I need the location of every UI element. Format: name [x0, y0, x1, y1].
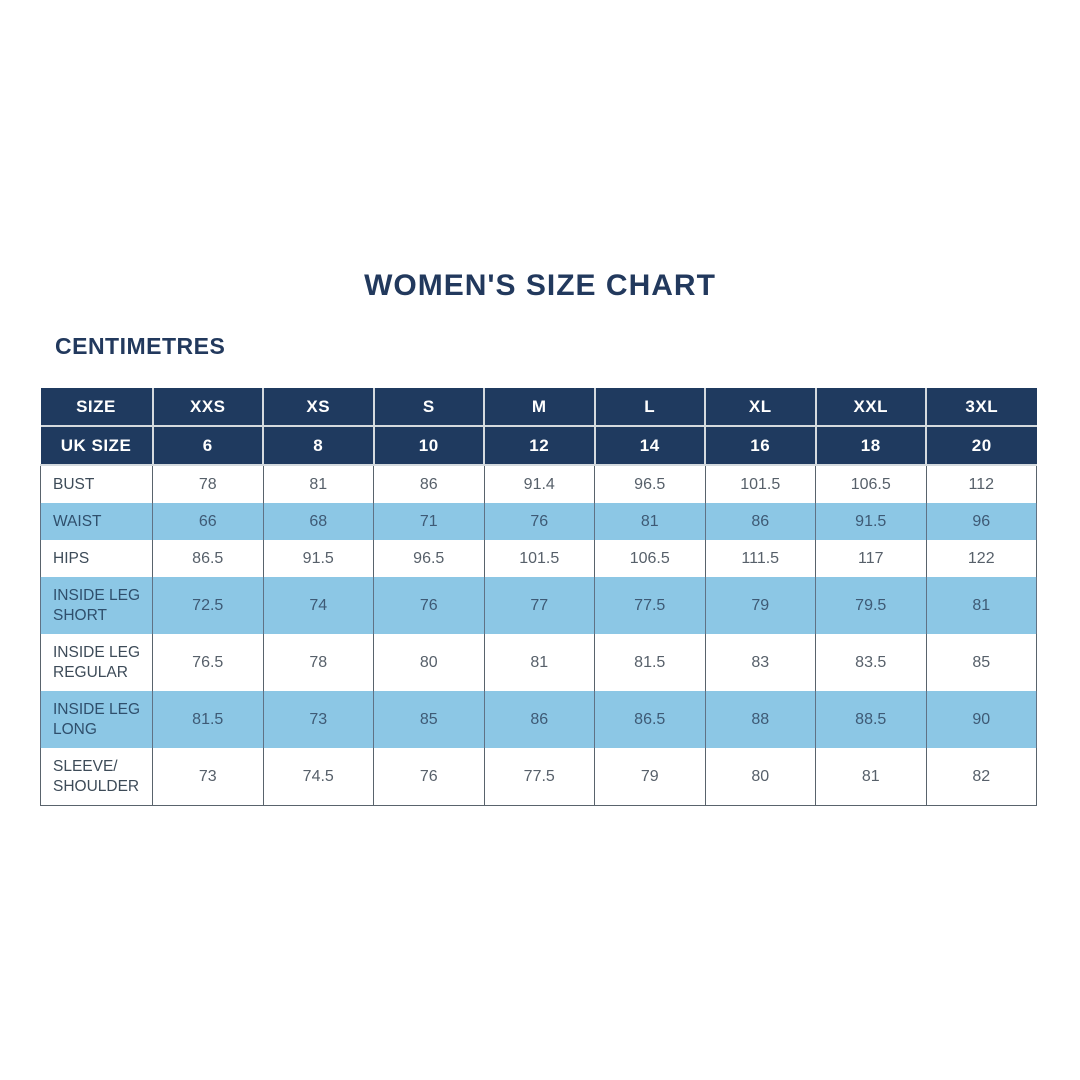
- measurement-value-cell: 71: [374, 503, 485, 540]
- header-row: [41, 388, 1037, 426]
- measurement-value-cell: 80: [705, 748, 816, 806]
- measurement-value-cell: 122: [926, 540, 1037, 577]
- measurement-value-cell: 66: [153, 503, 264, 540]
- measurement-value-cell: 85: [926, 634, 1037, 691]
- table-row: [41, 540, 1037, 577]
- measurement-value-cell: 80: [374, 634, 485, 691]
- header-size-cell: XXS: [153, 388, 264, 426]
- measurement-value-cell: 78: [153, 465, 264, 503]
- measurement-label: INSIDE LEG LONG: [41, 691, 153, 748]
- measurement-value-cell: 88: [705, 691, 816, 748]
- table-row: [41, 465, 1037, 503]
- measurement-value-cell: 82: [926, 748, 1037, 806]
- header-size-cell: 16: [705, 426, 816, 465]
- header-size-cell: 20: [926, 426, 1037, 465]
- measurement-value-cell: 90: [926, 691, 1037, 748]
- header-size-cell: 18: [816, 426, 927, 465]
- table-row: [41, 748, 1037, 806]
- measurement-value-cell: 85: [374, 691, 485, 748]
- header-size-cell: XXL: [816, 388, 927, 426]
- header-row-label: SIZE: [41, 388, 153, 426]
- measurement-value-cell: 74: [263, 577, 374, 634]
- header-size-cell: M: [484, 388, 595, 426]
- header-row-label: UK SIZE: [41, 426, 153, 465]
- measurement-value-cell: 74.5: [263, 748, 374, 806]
- header-size-cell: 10: [374, 426, 485, 465]
- measurement-value-cell: 96: [926, 503, 1037, 540]
- table-row: [41, 634, 1037, 691]
- measurement-value-cell: 86: [374, 465, 485, 503]
- size-table-body: [41, 465, 1037, 806]
- measurement-value-cell: 81.5: [595, 634, 706, 691]
- measurement-value-cell: 81: [816, 748, 927, 806]
- measurement-value-cell: 73: [263, 691, 374, 748]
- measurement-value-cell: 111.5: [705, 540, 816, 577]
- measurement-value-cell: 96.5: [374, 540, 485, 577]
- header-size-cell: 8: [263, 426, 374, 465]
- measurement-value-cell: 76: [484, 503, 595, 540]
- header-size-cell: XS: [263, 388, 374, 426]
- measurement-value-cell: 79.5: [816, 577, 927, 634]
- header-size-cell: 12: [484, 426, 595, 465]
- measurement-value-cell: 81: [595, 503, 706, 540]
- measurement-value-cell: 81: [926, 577, 1037, 634]
- measurement-value-cell: 81: [484, 634, 595, 691]
- measurement-value-cell: 68: [263, 503, 374, 540]
- units-heading: CENTIMETRES: [55, 333, 226, 359]
- measurement-label: INSIDE LEG SHORT: [41, 577, 153, 634]
- measurement-value-cell: 112: [926, 465, 1037, 503]
- header-size-cell: L: [595, 388, 706, 426]
- measurement-value-cell: 72.5: [153, 577, 264, 634]
- measurement-value-cell: 78: [263, 634, 374, 691]
- measurement-value-cell: 117: [816, 540, 927, 577]
- table-row: [41, 577, 1037, 634]
- measurement-value-cell: 77.5: [595, 577, 706, 634]
- measurement-value-cell: 81.5: [153, 691, 264, 748]
- measurement-value-cell: 86.5: [153, 540, 264, 577]
- header-size-cell: XL: [705, 388, 816, 426]
- header-size-cell: 3XL: [926, 388, 1037, 426]
- table-row: [41, 503, 1037, 540]
- measurement-value-cell: 83.5: [816, 634, 927, 691]
- measurement-label: BUST: [41, 465, 153, 503]
- measurement-label: HIPS: [41, 540, 153, 577]
- measurement-value-cell: 86.5: [595, 691, 706, 748]
- size-table: [40, 388, 1037, 806]
- header-size-cell: S: [374, 388, 485, 426]
- measurement-value-cell: 86: [484, 691, 595, 748]
- measurement-value-cell: 96.5: [595, 465, 706, 503]
- size-table-head: [41, 388, 1037, 465]
- header-size-cell: 14: [595, 426, 706, 465]
- measurement-label: WAIST: [41, 503, 153, 540]
- table-row: [41, 691, 1037, 748]
- measurement-value-cell: 76.5: [153, 634, 264, 691]
- header-row: [41, 426, 1037, 465]
- measurement-value-cell: 91.4: [484, 465, 595, 503]
- measurement-value-cell: 73: [153, 748, 264, 806]
- measurement-value-cell: 106.5: [595, 540, 706, 577]
- measurement-value-cell: 91.5: [263, 540, 374, 577]
- measurement-value-cell: 101.5: [484, 540, 595, 577]
- measurement-value-cell: 83: [705, 634, 816, 691]
- measurement-value-cell: 81: [263, 465, 374, 503]
- measurement-value-cell: 76: [374, 577, 485, 634]
- measurement-value-cell: 79: [595, 748, 706, 806]
- measurement-value-cell: 88.5: [816, 691, 927, 748]
- measurement-value-cell: 76: [374, 748, 485, 806]
- measurement-value-cell: 101.5: [705, 465, 816, 503]
- measurement-label: SLEEVE/ SHOULDER: [41, 748, 153, 806]
- measurement-value-cell: 91.5: [816, 503, 927, 540]
- measurement-value-cell: 79: [705, 577, 816, 634]
- measurement-value-cell: 86: [705, 503, 816, 540]
- page-title: WOMEN'S SIZE CHART: [364, 269, 716, 302]
- measurement-value-cell: 77.5: [484, 748, 595, 806]
- measurement-value-cell: 106.5: [816, 465, 927, 503]
- measurement-value-cell: 77: [484, 577, 595, 634]
- header-size-cell: 6: [153, 426, 264, 465]
- measurement-label: INSIDE LEG REGULAR: [41, 634, 153, 691]
